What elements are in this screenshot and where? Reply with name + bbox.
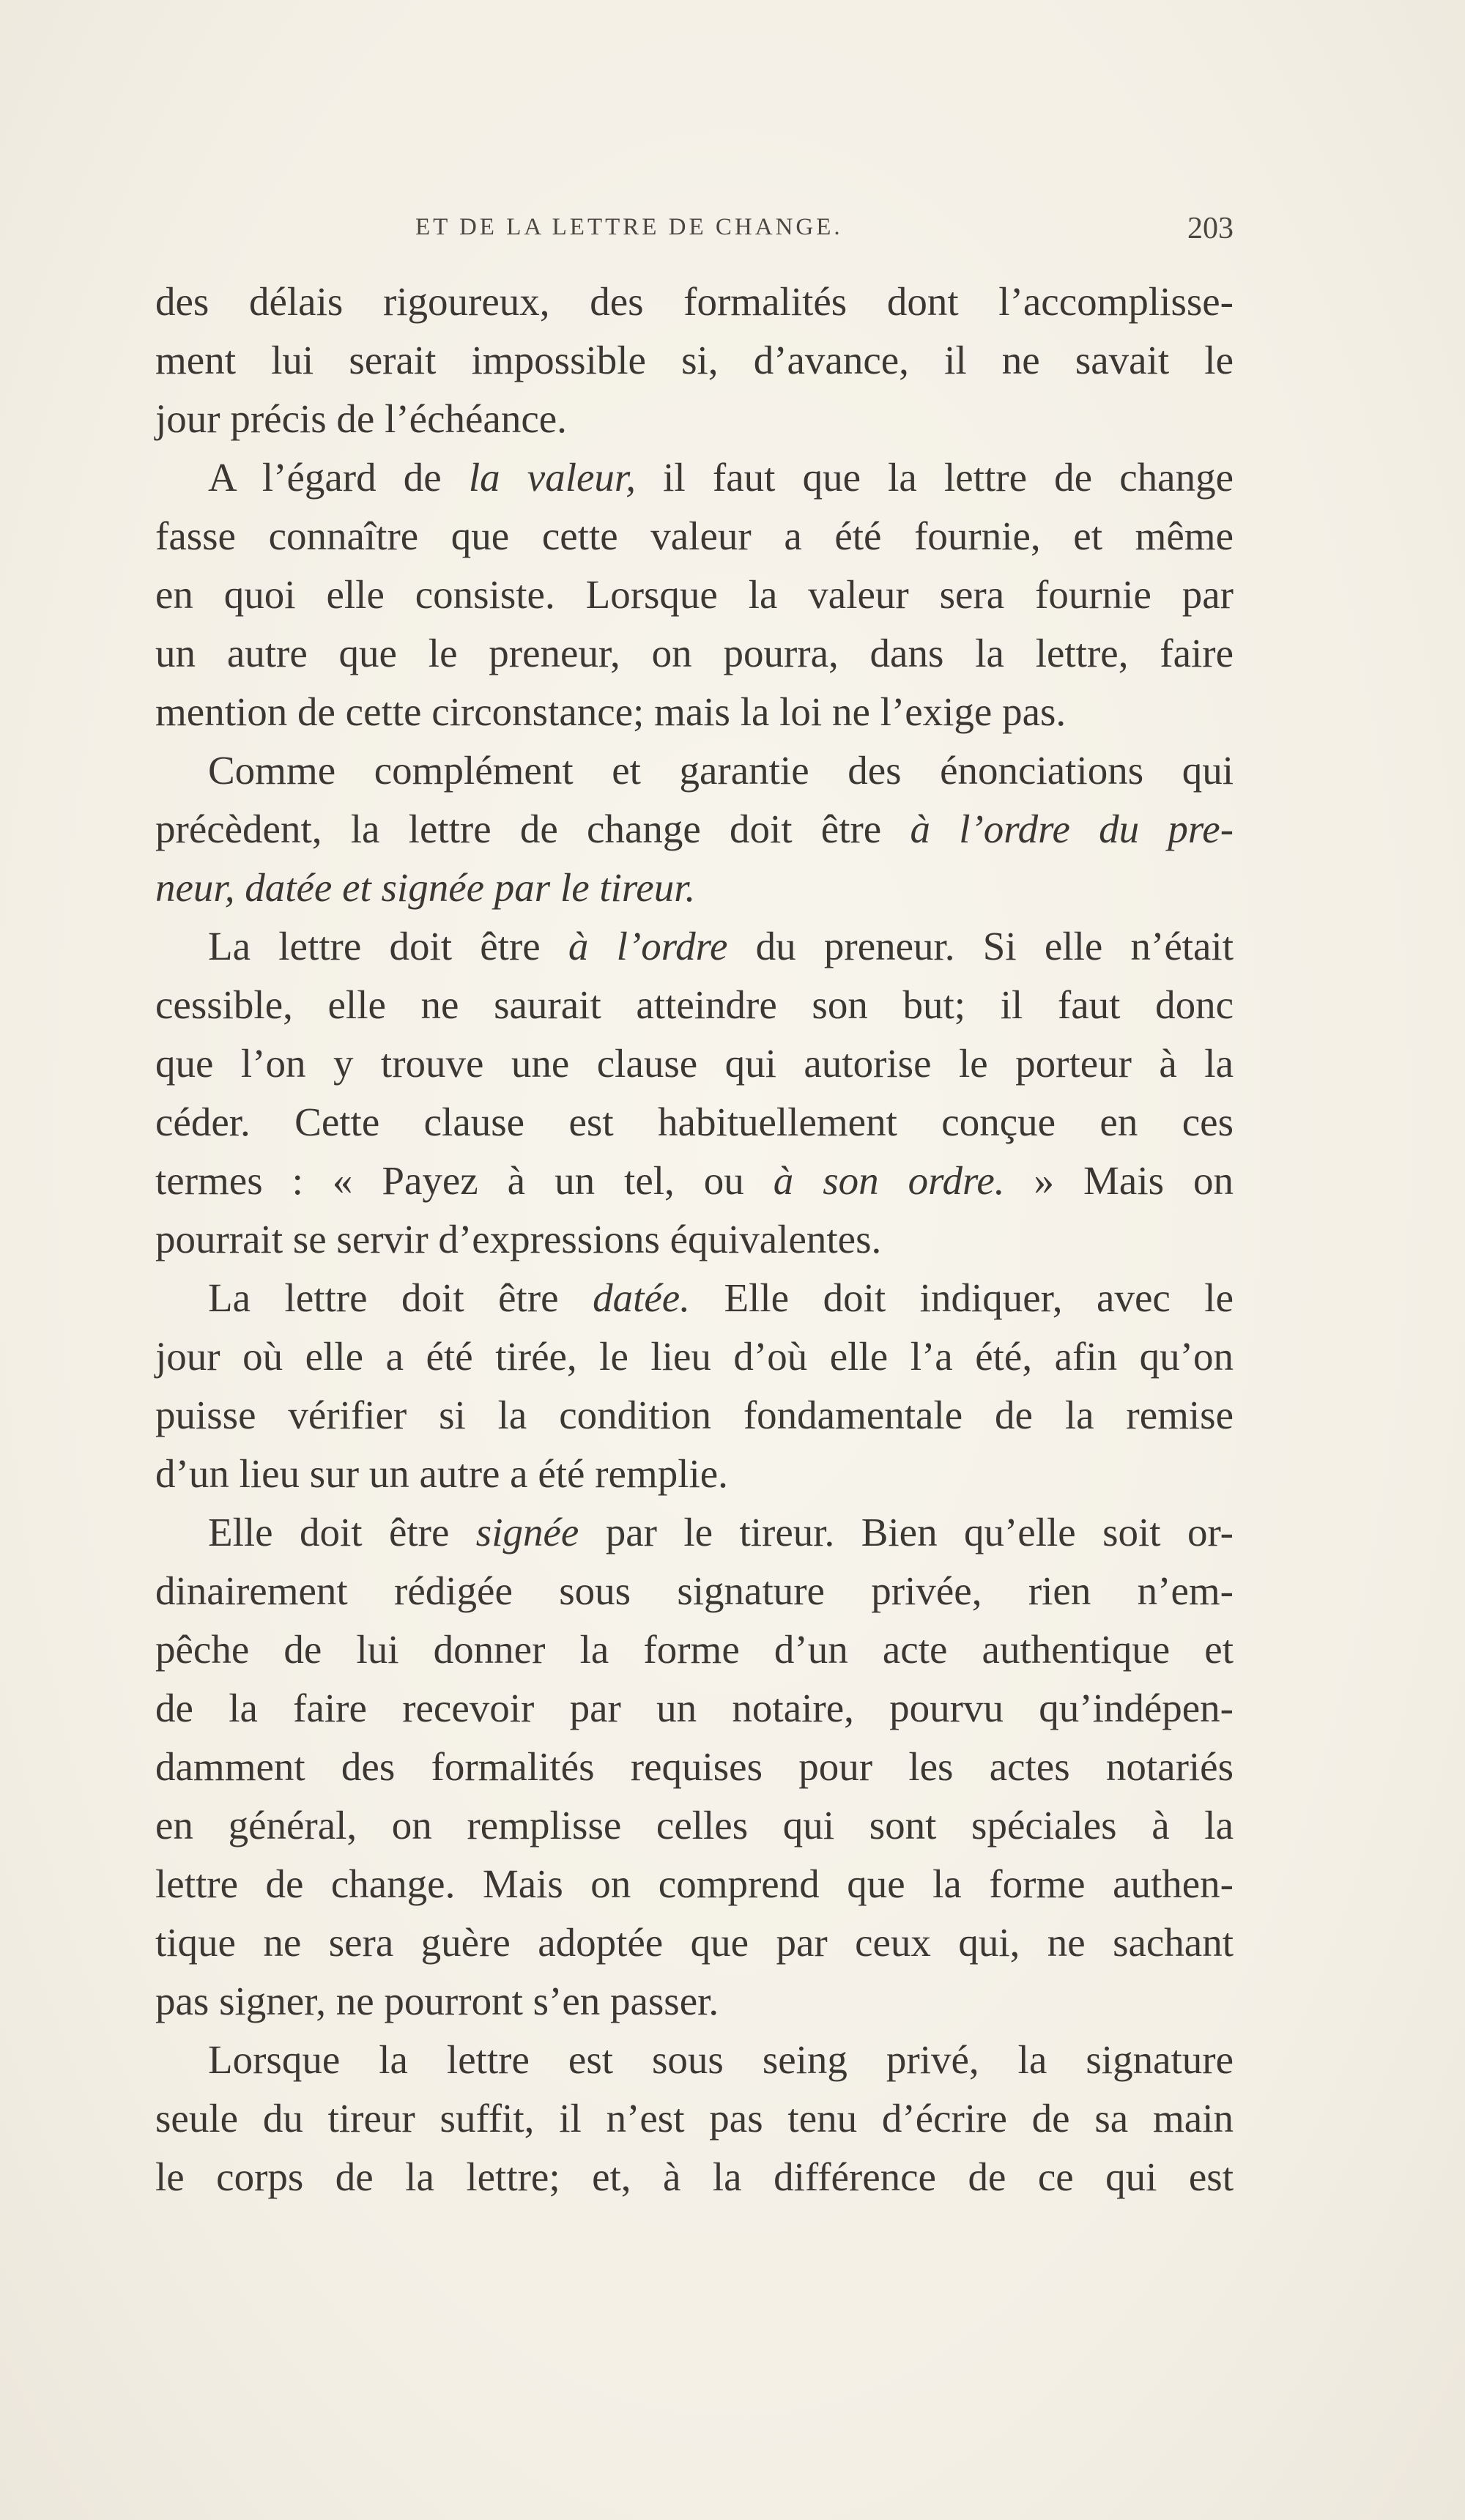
text-segment: du preneur. Si elle n’était (727, 924, 1234, 968)
text-line (155, 917, 1234, 976)
text-segment: fasse connaître que cette valeur a été fournie, et même (155, 514, 1234, 558)
text-segment: pas signer, ne pourront s’en passer. (155, 1979, 719, 2023)
text-line (155, 1386, 1234, 1445)
text-segment: Comme complément et garantie des énonciations qui (208, 748, 1234, 793)
running-title: ET DE LA LETTRE DE CHANGE. (415, 214, 843, 240)
text-segment: pourrait se servir d’expressions équivalentes. (155, 1217, 882, 1261)
text-line (155, 1152, 1234, 1210)
text-line (155, 2089, 1234, 2148)
text-line (155, 2031, 1234, 2089)
text-line (155, 1620, 1234, 1679)
text-line (155, 800, 1234, 859)
text-segment: termes : « Payez à un tel, ou (155, 1158, 774, 1203)
text-segment: pêche de lui donner la forme d’un acte authentique et (155, 1627, 1234, 1672)
text-line (155, 1738, 1234, 1796)
text-segment: d’un lieu sur un autre a été remplie. (155, 1451, 728, 1496)
body-text (155, 273, 1234, 2206)
italic-text: à son ordre. (773, 1158, 1005, 1203)
text-line (155, 741, 1234, 800)
text-line (155, 683, 1234, 741)
text-line (155, 1445, 1234, 1503)
text-segment: mention de cette circonstance; mais la loi ne l’exige pas. (155, 689, 1067, 734)
text-line (155, 1034, 1234, 1093)
text-line (155, 331, 1234, 390)
italic-text: la valeur, (468, 455, 636, 500)
text-segment: damment des formalités requises pour les actes notariés (155, 1744, 1234, 1789)
text-segment: lettre de change. Mais on comprend que la forme authen- (155, 1861, 1234, 1906)
text-segment: un autre que le preneur, on pourra, dans la lettre, faire (155, 631, 1234, 675)
text-segment: Elle doit indiquer, avec le (689, 1275, 1234, 1320)
italic-text: neur, datée et signée par le tireur. (155, 865, 696, 910)
text-line (155, 1972, 1234, 2031)
text-line (155, 1679, 1234, 1738)
text-line (155, 1093, 1234, 1152)
text-line (155, 1327, 1234, 1386)
italic-text: à l’ordre (568, 924, 728, 968)
text-segment: des délais rigoureux, des formalités dont l’accomplisse- (155, 279, 1234, 324)
text-segment: cessible, elle ne saurait atteindre son but; il faut donc (155, 982, 1234, 1027)
text-line (155, 566, 1234, 624)
text-line (155, 1855, 1234, 1913)
text-segment: puisse vérifier si la condition fondamentale de la remise (155, 1393, 1234, 1437)
text-segment: tique ne sera guère adoptée que par ceux qui, ne sachant (155, 1920, 1234, 1965)
text-segment: céder. Cette clause est habituellement conçue en ces (155, 1100, 1234, 1144)
text-segment: jour précis de l’échéance. (155, 396, 567, 441)
text-segment: La lettre doit être (208, 924, 568, 968)
text-line (155, 976, 1234, 1034)
text-segment: jour où elle a été tirée, le lieu d’où elle l’a été, afin qu’on (155, 1334, 1234, 1379)
text-line (155, 390, 1234, 448)
text-segment: en quoi elle consiste. Lorsque la valeur sera fournie par (155, 572, 1234, 617)
text-line (155, 273, 1234, 331)
text-segment: » Mais on (1004, 1158, 1234, 1203)
italic-text: signée (475, 1510, 579, 1554)
text-segment: ment lui serait impossible si, d’avance, il ne savait le (155, 338, 1234, 382)
text-line (155, 2148, 1234, 2206)
text-segment: Elle doit être (208, 1510, 476, 1554)
text-line (155, 1269, 1234, 1327)
text-line (155, 1913, 1234, 1972)
page-header (155, 211, 1234, 262)
text-line (155, 624, 1234, 683)
italic-text: datée. (593, 1275, 690, 1320)
text-line (155, 448, 1234, 507)
text-segment: de la faire recevoir par un notaire, pourvu qu’indépen- (155, 1686, 1234, 1730)
text-segment: dinairement rédigée sous signature privée, rien n’em- (155, 1568, 1234, 1613)
text-segment: seule du tireur suffit, il n’est pas tenu d’écrire de sa main (155, 2096, 1234, 2141)
text-segment: A l’égard de (208, 455, 469, 500)
text-line (155, 1562, 1234, 1620)
text-segment: par le tireur. Bien qu’elle soit or- (579, 1510, 1234, 1554)
text-line (155, 1796, 1234, 1855)
text-line (155, 1503, 1234, 1562)
text-line (155, 1210, 1234, 1269)
text-segment: La lettre doit être (208, 1275, 593, 1320)
text-segment: le corps de la lettre; et, à la différence de ce qui est (155, 2154, 1234, 2199)
text-segment: il faut que la lettre de change (635, 455, 1234, 500)
page-number: 203 (1187, 212, 1234, 245)
text-segment: que l’on y trouve une clause qui autorise le porteur à la (155, 1041, 1234, 1086)
text-segment: en général, on remplisse celles qui sont spéciales à la (155, 1803, 1234, 1848)
text-segment: Lorsque la lettre est sous seing privé, la signature (208, 2037, 1234, 2082)
text-line (155, 507, 1234, 566)
italic-text: à l’ordre du pre- (910, 807, 1234, 851)
text-segment: précèdent, la lettre de change doit être (155, 807, 910, 851)
text-line (155, 859, 1234, 917)
